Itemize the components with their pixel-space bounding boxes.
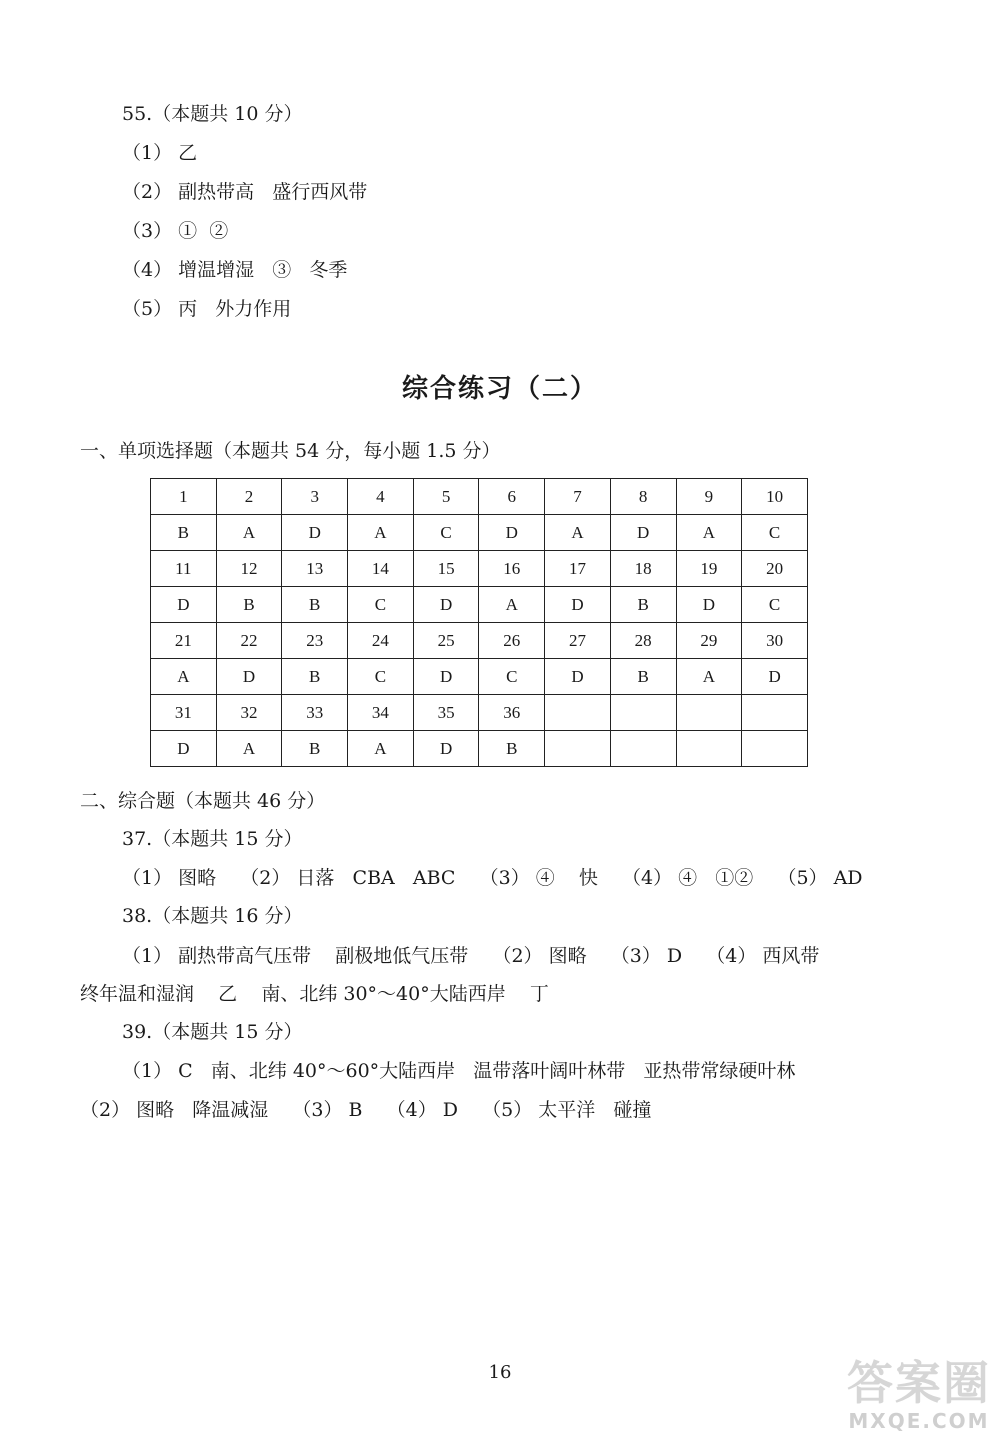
answer-cell: D xyxy=(413,731,479,767)
q55-line-1: （1） 乙 xyxy=(122,142,198,164)
q39-answer-line-1: （1） C 南、北纬 40°～60°大陆西岸 温带落叶阔叶林带 亚热带常绿硬叶林 xyxy=(122,1060,796,1082)
answer-cell: A xyxy=(676,659,742,695)
q55-line-4: （4） 增温增湿 ③ 冬季 xyxy=(122,259,348,281)
q38-answer-line-1: （1） 副热带高气压带 副极地低气压带 （2） 图略 （3） D （4） 西风带 xyxy=(122,945,820,967)
question-number-cell: 7 xyxy=(545,479,611,515)
answer-row xyxy=(151,659,808,695)
q55-line-3: （3） ① ② xyxy=(122,220,229,242)
question-number-cell: 9 xyxy=(676,479,742,515)
question-number-cell: 21 xyxy=(151,623,217,659)
question-number-cell: 8 xyxy=(610,479,676,515)
answer-cell: D xyxy=(413,659,479,695)
answer-cell: D xyxy=(216,659,282,695)
answer-cell: B xyxy=(216,587,282,623)
watermark-logo: 答案圈 xyxy=(847,1356,991,1410)
question-number-cell: 3 xyxy=(282,479,348,515)
question-number-cell: 1 xyxy=(151,479,217,515)
q39-header: 39.（本题共 15 分） xyxy=(122,1021,303,1043)
answer-cell: A xyxy=(545,515,611,551)
q55-line-2: （2） 副热带高 盛行西风带 xyxy=(122,181,368,203)
question-number-cell: 4 xyxy=(348,479,414,515)
answer-cell: D xyxy=(545,659,611,695)
question-number-cell: 17 xyxy=(545,551,611,587)
question-number-cell: 2 xyxy=(216,479,282,515)
question-number-row xyxy=(151,551,808,587)
answer-cell: B xyxy=(282,587,348,623)
answer-cell: A xyxy=(479,587,545,623)
answer-cell: B xyxy=(282,659,348,695)
question-number-cell: 24 xyxy=(348,623,414,659)
q38-header: 38.（本题共 16 分） xyxy=(122,905,303,927)
answer-row xyxy=(151,731,808,767)
question-number-cell: 19 xyxy=(676,551,742,587)
question-number-cell: 32 xyxy=(216,695,282,731)
question-number-cell: 12 xyxy=(216,551,282,587)
question-number-cell: 36 xyxy=(479,695,545,731)
answer-cell: A xyxy=(676,515,742,551)
answer-cell: B xyxy=(610,587,676,623)
question-number-cell: 27 xyxy=(545,623,611,659)
answer-cell: D xyxy=(479,515,545,551)
part1-heading: 一、单项选择题（本题共 54 分，每小题 1.5 分） xyxy=(80,440,501,462)
question-number-cell: 5 xyxy=(413,479,479,515)
question-number-cell: 31 xyxy=(151,695,217,731)
question-number-cell: 22 xyxy=(216,623,282,659)
question-number-cell: 30 xyxy=(742,623,808,659)
question-number-cell xyxy=(742,695,808,731)
answer-cell: D xyxy=(545,587,611,623)
question-number-cell xyxy=(545,695,611,731)
question-number-cell: 13 xyxy=(282,551,348,587)
answer-row xyxy=(151,587,808,623)
answer-cell: C xyxy=(742,515,808,551)
answer-cell: A xyxy=(216,515,282,551)
question-number-cell: 29 xyxy=(676,623,742,659)
question-number-row xyxy=(151,479,808,515)
answer-cell: D xyxy=(413,587,479,623)
answer-table xyxy=(150,478,808,767)
watermark xyxy=(844,1350,994,1440)
answer-cell: B xyxy=(610,659,676,695)
question-number-cell: 34 xyxy=(348,695,414,731)
watermark-site: MXQE.COM xyxy=(848,1409,990,1433)
answer-row xyxy=(151,515,808,551)
question-number-cell: 28 xyxy=(610,623,676,659)
question-number-cell: 26 xyxy=(479,623,545,659)
q37-answer-line: （1） 图略 （2） 日落 CBA ABC （3） ④ 快 （4） ④ ①② （5） AD xyxy=(122,867,863,889)
section-title: 综合练习（二） xyxy=(401,374,598,404)
page-number: 16 xyxy=(488,1362,512,1383)
answer-cell: B xyxy=(151,515,217,551)
question-number-cell xyxy=(610,695,676,731)
part2-heading: 二、综合题（本题共 46 分） xyxy=(80,790,326,812)
question-number-row xyxy=(151,695,808,731)
question-number-cell: 20 xyxy=(742,551,808,587)
answer-cell xyxy=(545,731,611,767)
answer-cell: A xyxy=(348,731,414,767)
question-number-cell: 25 xyxy=(413,623,479,659)
answer-cell: D xyxy=(151,731,217,767)
answer-cell: C xyxy=(742,587,808,623)
question-number-row xyxy=(151,623,808,659)
answer-cell xyxy=(610,731,676,767)
answer-cell: C xyxy=(348,659,414,695)
question-number-cell: 14 xyxy=(348,551,414,587)
answer-cell xyxy=(676,731,742,767)
answer-cell: D xyxy=(676,587,742,623)
answer-cell xyxy=(742,731,808,767)
question-number-cell: 15 xyxy=(413,551,479,587)
q55-header: 55.（本题共 10 分） xyxy=(122,103,303,125)
q37-header: 37.（本题共 15 分） xyxy=(122,828,303,850)
question-number-cell: 18 xyxy=(610,551,676,587)
answer-cell: C xyxy=(413,515,479,551)
answer-cell: B xyxy=(282,731,348,767)
question-number-cell: 10 xyxy=(742,479,808,515)
answer-cell: D xyxy=(610,515,676,551)
question-number-cell: 16 xyxy=(479,551,545,587)
answer-cell: A xyxy=(216,731,282,767)
question-number-cell: 23 xyxy=(282,623,348,659)
q55-line-5: （5） 丙 外力作用 xyxy=(122,298,292,320)
question-number-cell xyxy=(676,695,742,731)
q38-answer-line-2: 终年温和湿润 乙 南、北纬 30°～40°大陆西岸 丁 xyxy=(80,983,549,1005)
answer-cell: C xyxy=(479,659,545,695)
answer-cell: A xyxy=(151,659,217,695)
answer-cell: D xyxy=(282,515,348,551)
q39-answer-line-2: （2） 图略 降温减湿 （3） B （4） D （5） 太平洋 碰撞 xyxy=(80,1099,652,1121)
question-number-cell: 35 xyxy=(413,695,479,731)
answer-cell: D xyxy=(151,587,217,623)
answer-cell: B xyxy=(479,731,545,767)
question-number-cell: 6 xyxy=(479,479,545,515)
question-number-cell: 33 xyxy=(282,695,348,731)
answer-cell: C xyxy=(348,587,414,623)
question-number-cell: 11 xyxy=(151,551,217,587)
answer-cell: D xyxy=(742,659,808,695)
answer-cell: A xyxy=(348,515,414,551)
